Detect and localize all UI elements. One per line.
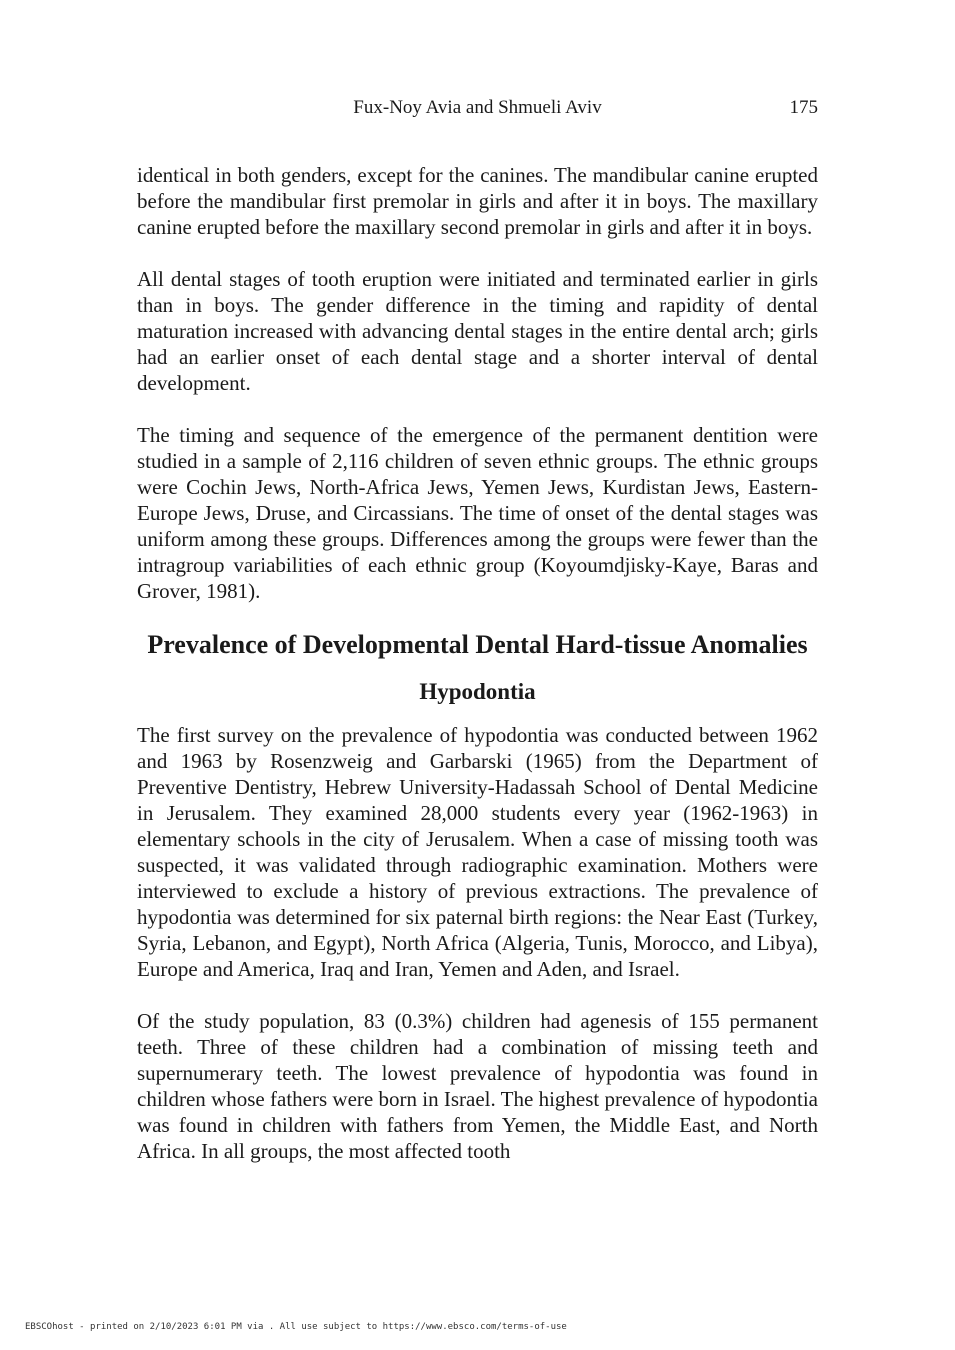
running-header bbox=[137, 97, 818, 121]
paragraph-gender-difference: All dental stages of tooth eruption were initiated and terminated earlier in girls than in boys. The gender difference in the timing and rapidity of dental maturation increased with advancing dental stages in the entire dental arch; girls had an earlier onset of each dental stage and a shorter interval of dental development. bbox=[137, 267, 818, 395]
print-footer: EBSCOhost - printed on 2/10/2023 6:01 PM via . All use subject to https://www.ebsco.com/terms-of-use bbox=[25, 1322, 567, 1332]
subsection-heading: Hypodontia bbox=[419, 679, 536, 704]
paragraph-first-survey: The first survey on the prevalence of hypodontia was conducted between 1962 and 1963 by Rosenzweig and Garbarski (1965) from the Department of Preventive Dentistry, Hebrew University-Hadassah School of Dental Medicine in Jerusalem. They examined 28,000 students every year (1962-1963) in elementary schools in the city of Jerusalem. When a case of missing tooth was suspected, it was validated through radiographic examination. Mothers were interviewed to exclude a history of previous extractions. The prevalence of hypodontia was determined for six paternal birth regions: the Near East (Turkey, Syria, Lebanon, and Egypt), North Africa (Algeria, Tunis, Morocco, and Libya), Europe and America, Iraq and Iran, Yemen and Aden, and Israel. bbox=[137, 723, 818, 981]
paragraph-ethnic-groups: The timing and sequence of the emergence of the permanent dentition were studied in a sample of 2,116 children of seven ethnic groups. The ethnic groups were Cochin Jews, North-Africa Jews, Yemen Jews, Kurdistan Jews, Eastern-Europe Jews, Druse, and Circassians. The time of onset of the dental stages was uniform among these groups. Differences among the groups were fewer than the intragroup variabilities of each ethnic group (Koyoumdjisky-Kaye, Baras and Grover, 1981). bbox=[137, 423, 818, 603]
section-heading: Prevalence of Developmental Dental Hard-tissue Anomalies bbox=[147, 630, 808, 659]
page-number: 175 bbox=[789, 97, 818, 118]
paragraph-canine-eruption: identical in both genders, except for the canines. The mandibular canine erupted before the mandibular first premolar in girls and after it in boys. The maxillary canine erupted before the maxillary second premolar in girls and after it in boys. bbox=[137, 163, 818, 239]
paragraph-study-population: Of the study population, 83 (0.3%) children had agenesis of 155 permanent teeth. Three of these children had a combination of missing teeth and supernumerary teeth. The lowest prevalence of hypodontia was found in children whose fathers were born in Israel. The highest prevalence of hypodontia was found in children with fathers from Yemen, the Middle East, and North Africa. In all groups, the most affected tooth bbox=[137, 1009, 818, 1163]
page-body bbox=[137, 162, 818, 1190]
running-head-authors: Fux-Noy Avia and Shmueli Aviv bbox=[353, 97, 602, 118]
